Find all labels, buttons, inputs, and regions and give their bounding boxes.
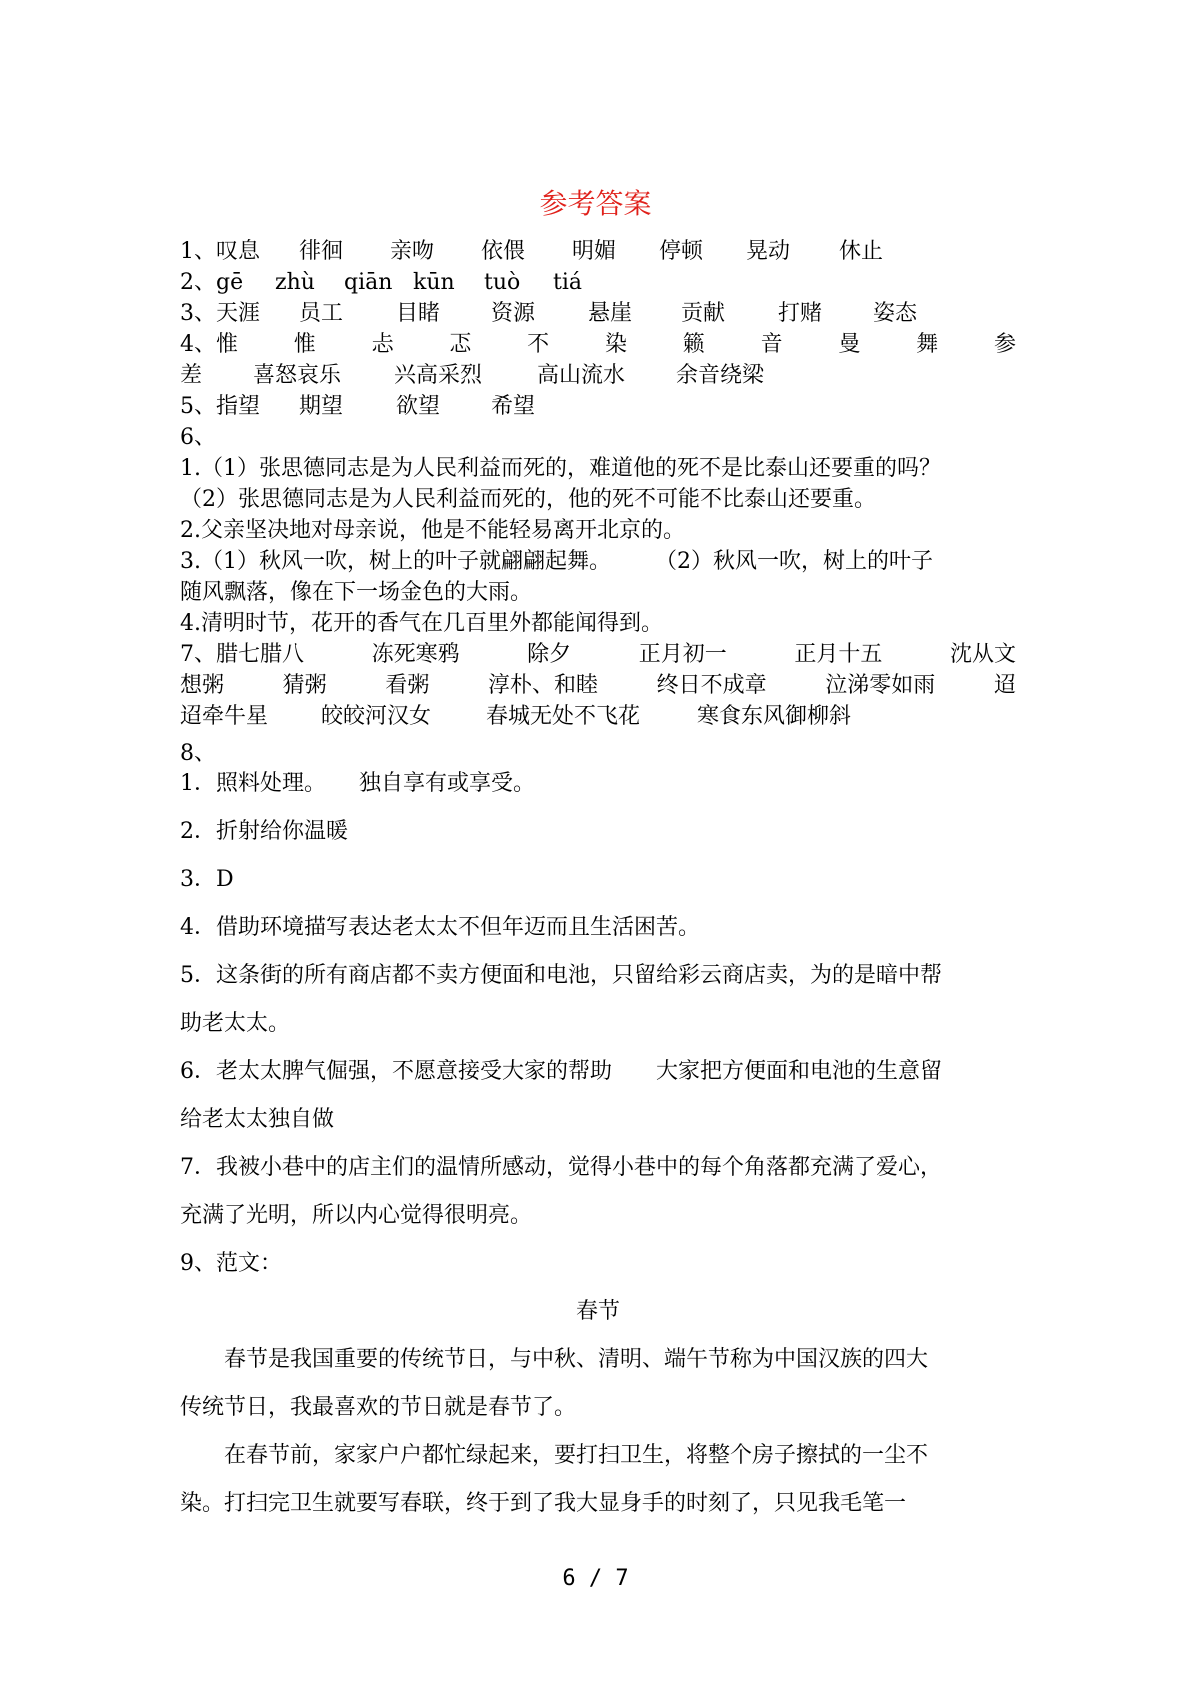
pinyin: 2、gē <box>180 270 244 295</box>
answer-q8-head: 8、 <box>180 741 216 766</box>
char: 忐 <box>371 332 394 357</box>
answer-q8-line: 3．D <box>180 867 234 892</box>
page-title: 参考答案 <box>539 187 652 220</box>
essay-title: 春节 <box>575 1299 620 1324</box>
essay-line: 在春节前，家家户户都忙绿起来，要打扫卫生，将整个房子擦拭的一尘不 <box>224 1443 929 1468</box>
answer-q8-line: 助老太太。 <box>180 1011 291 1036</box>
essay-line: 传统节日，我最喜欢的节日就是春节了。 <box>180 1395 577 1420</box>
word: 余音绕梁 <box>676 363 765 388</box>
answer-q4-line1 <box>180 329 1016 360</box>
word: 高山流水 <box>537 363 626 388</box>
pinyin: tiá <box>553 270 582 295</box>
answer-q8-line: 6．老太太脾气倔强，不愿意接受大家的帮助 大家把方便面和电池的生意留 <box>180 1059 942 1084</box>
word: 希望 <box>491 394 536 419</box>
answer-q4-line2 <box>180 360 1016 391</box>
answers-section-2 <box>180 760 1016 1528</box>
word: 亲吻 <box>390 239 435 264</box>
word: 兴高采烈 <box>394 363 483 388</box>
pinyin: tuò <box>484 270 521 295</box>
answer-q6-line: （2）张思德同志是为人民利益而死的，他的死不可能不比泰山还要重。 <box>180 487 876 512</box>
char: 曼 <box>838 332 861 357</box>
word: 除夕 <box>527 642 572 667</box>
char: 参 <box>993 332 1016 357</box>
answer-q2 <box>180 267 1016 298</box>
answer-q8-line: 2．折射给你温暖 <box>180 819 348 844</box>
pinyin: zhù <box>275 270 315 295</box>
word: 差 <box>180 363 203 388</box>
answer-q6-line: 2.父亲坚决地对母亲说，他是不能轻易离开北京的。 <box>180 518 685 543</box>
word: 徘徊 <box>299 239 344 264</box>
answer-q6-line: 随风飘落，像在下一场金色的大雨。 <box>180 580 533 605</box>
word: 目睹 <box>396 301 441 326</box>
word: 喜怒哀乐 <box>253 363 342 388</box>
pinyin: qiān <box>344 270 393 295</box>
word: 冻死寒鸦 <box>371 642 460 667</box>
word: 期望 <box>299 394 344 419</box>
answer-q6-line: 4.清明时节，花开的香气在几百里外都能闻得到。 <box>180 611 663 636</box>
char: 音 <box>760 332 783 357</box>
word: 春城无处不飞花 <box>486 704 641 729</box>
answer-q6-line: 1.（1）张思德同志是为人民利益而死的，难道他的死不是比泰山还要重的吗？ <box>180 456 941 481</box>
word: 皎皎河汉女 <box>321 704 432 729</box>
word: 迢牵牛星 <box>180 704 269 729</box>
answer-q8-line: 5．这条街的所有商店都不卖方便面和电池，只留给彩云商店卖，为的是暗中帮 <box>180 963 942 988</box>
answer-q8-line: 给老太太独自做 <box>180 1107 335 1132</box>
word: 迢 <box>993 673 1016 698</box>
answer-q6-line: 3.（1）秋风一吹，树上的叶子就翩翩起舞。 （2）秋风一吹，树上的叶子 <box>180 549 933 574</box>
word: 正月十五 <box>794 642 883 667</box>
word: 晃动 <box>746 239 791 264</box>
word: 寒食东风御柳斜 <box>697 704 852 729</box>
word: 看粥 <box>385 673 430 698</box>
answer-q6-head: 6、 <box>180 425 216 450</box>
answer-q8-line: 充满了光明，所以内心觉得很明亮。 <box>180 1203 533 1228</box>
char: 不 <box>527 332 550 357</box>
word: 员工 <box>299 301 344 326</box>
answer-q8-line: 1．照料处理。 独自享有或享受。 <box>180 771 535 796</box>
answer-q3 <box>180 298 1016 329</box>
pinyin: kūn <box>413 270 455 295</box>
word: 终日不成章 <box>656 673 767 698</box>
word: 欲望 <box>396 394 441 419</box>
char: 籁 <box>682 332 705 357</box>
answer-q8-line: 7．我被小巷中的店主们的温情所感动，觉得小巷中的每个角落都充满了爱心， <box>180 1155 942 1180</box>
word: 泣涕零如雨 <box>825 673 936 698</box>
answers-section-1 <box>180 236 1016 769</box>
answer-q5 <box>180 391 1016 422</box>
word: 1、叹息 <box>180 239 260 264</box>
word: 淳朴、和睦 <box>487 673 598 698</box>
word: 猜粥 <box>282 673 327 698</box>
char: 忑 <box>449 332 472 357</box>
word: 姿态 <box>873 301 918 326</box>
word: 明媚 <box>572 239 617 264</box>
essay-line: 春节是我国重要的传统节日，与中秋、清明、端午节称为中国汉族的四大 <box>224 1347 929 1372</box>
word: 贡献 <box>681 301 726 326</box>
char: 4、惟 <box>180 332 238 357</box>
word: 3、天涯 <box>180 301 260 326</box>
essay-line: 染。打扫完卫生就要写春联，终于到了我大显身手的时刻了，只见我毛笔一 <box>180 1491 907 1516</box>
answer-q9-head: 9、范文： <box>180 1251 282 1276</box>
word: 沈从文 <box>949 642 1016 667</box>
answer-q7-line3 <box>180 701 1016 732</box>
word: 想粥 <box>180 673 225 698</box>
word: 悬崖 <box>588 301 633 326</box>
word: 资源 <box>491 301 536 326</box>
word: 打赌 <box>778 301 823 326</box>
word: 停顿 <box>659 239 704 264</box>
page-number: 6 / 7 <box>562 1566 629 1591</box>
char: 舞 <box>916 332 939 357</box>
word: 休止 <box>839 239 884 264</box>
answer-q7-line1 <box>180 639 1016 670</box>
answer-q8-line: 4．借助环境描写表达老太太不但年迈而且生活困苦。 <box>180 915 700 940</box>
char: 惟 <box>293 332 316 357</box>
word: 依偎 <box>481 239 526 264</box>
word: 正月初一 <box>638 642 727 667</box>
answer-q7-line2 <box>180 670 1016 701</box>
char: 染 <box>604 332 627 357</box>
answer-q1 <box>180 236 1016 267</box>
word: 5、指望 <box>180 394 260 419</box>
word: 7、腊七腊八 <box>180 642 304 667</box>
